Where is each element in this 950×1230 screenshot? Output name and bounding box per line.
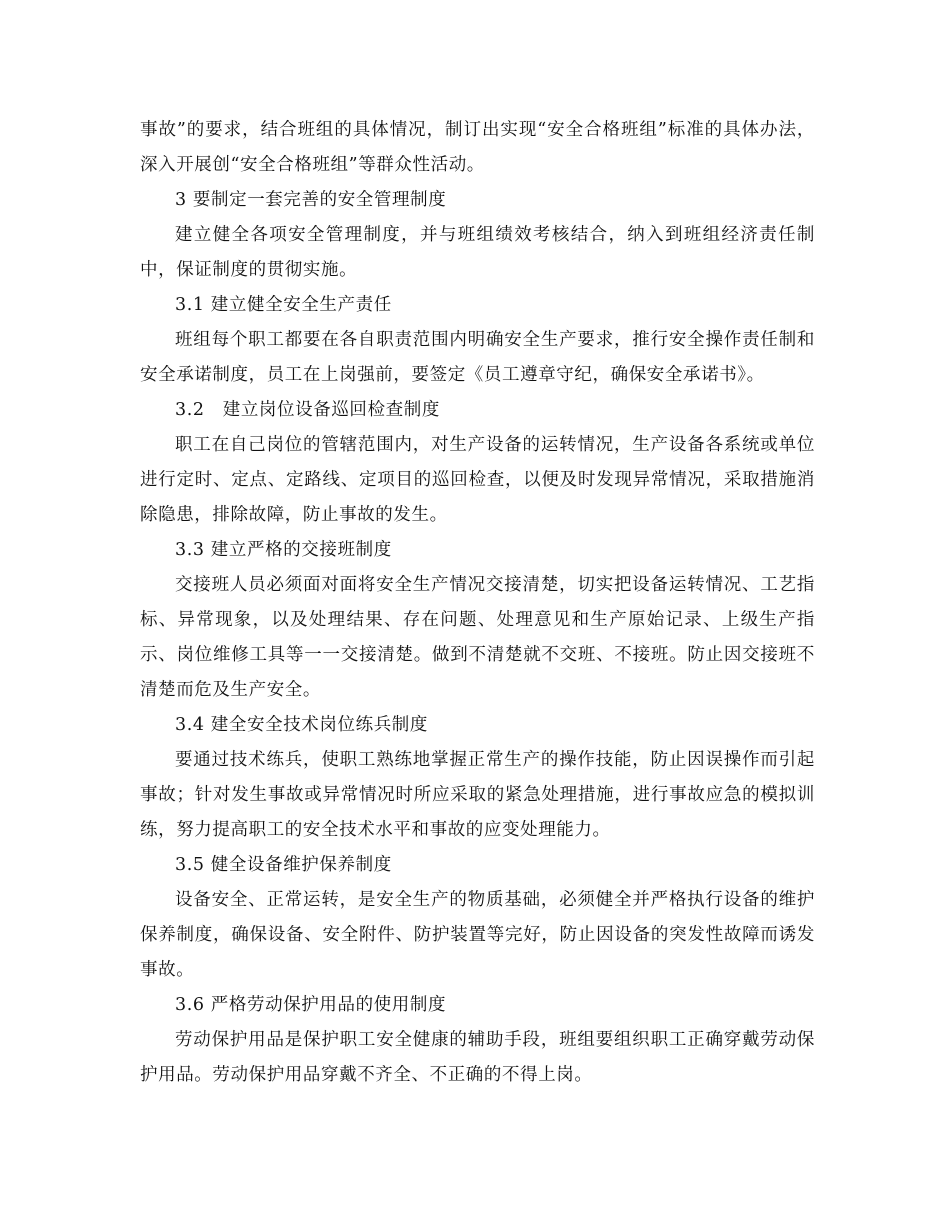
paragraph-continuation: 事故”的要求，结合班组的具体情况，制订出实现“安全合格班组”标准的具体办法，深入开展创“安全合格班组”等群众性活动。	[140, 120, 815, 175]
section-heading-3: 3 要制定一套完善的安全管理制度	[175, 190, 447, 210]
paragraph: 要通过技术练兵，使职工熟练地掌握正常生产的操作技能，防止因误操作而引起事故；针对发生事故或异常情况时所应采取的紧急处理措施，进行事故应急的模拟训练，努力提高职工的安全技术水平和事故的应变处理能力。	[140, 750, 815, 840]
section-heading-3-5: 3.5 健全设备维护保养制度	[175, 855, 392, 875]
section-heading-3-1: 3.1 建立健全安全生产责任	[175, 295, 392, 315]
paragraph: 班组每个职工都要在各自职责范围内明确安全生产要求，推行安全操作责任制和安全承诺制度，员工在上岗强前，要签定《员工遵章守纪，确保安全承诺书》。	[140, 330, 815, 385]
paragraph: 建立健全各项安全管理制度，并与班组绩效考核结合，纳入到班组经济责任制中，保证制度的贯彻实施。	[140, 225, 815, 280]
paragraph: 劳动保护用品是保护职工安全健康的辅助手段，班组要组织职工正确穿戴劳动保护用品。劳动保护用品穿戴不齐全、不正确的不得上岗。	[140, 1030, 815, 1085]
section-heading-3-6: 3.6 严格劳动保护用品的使用制度	[175, 995, 447, 1015]
section-heading-3-3: 3.3 建立严格的交接班制度	[175, 540, 392, 560]
paragraph: 设备安全、正常运转，是安全生产的物质基础，必须健全并严格执行设备的维护保养制度，确保设备、安全附件、防护装置等完好，防止因设备的突发性故障而诱发事故。	[140, 890, 815, 980]
section-heading-3-2: 3.2 建立岗位设备巡回检查制度	[175, 400, 440, 420]
paragraph: 职工在自己岗位的管辖范围内，对生产设备的运转情况，生产设备各系统或单位进行定时、定点、定路线、定项目的巡回检查，以便及时发现异常情况，采取措施消除隐患，排除故障，防止事故的发生。	[140, 435, 815, 525]
document-body	[140, 113, 815, 1093]
section-heading-3-4: 3.4 建全安全技术岗位练兵制度	[175, 715, 428, 735]
paragraph: 交接班人员必须面对面将安全生产情况交接清楚，切实把设备运转情况、工艺指标、异常现象，以及处理结果、存在问题、处理意见和生产原始记录、上级生产指示、岗位维修工具等一一交接清楚。做到不清楚就不交班、不接班。防止因交接班不清楚而危及生产安全。	[140, 575, 815, 700]
